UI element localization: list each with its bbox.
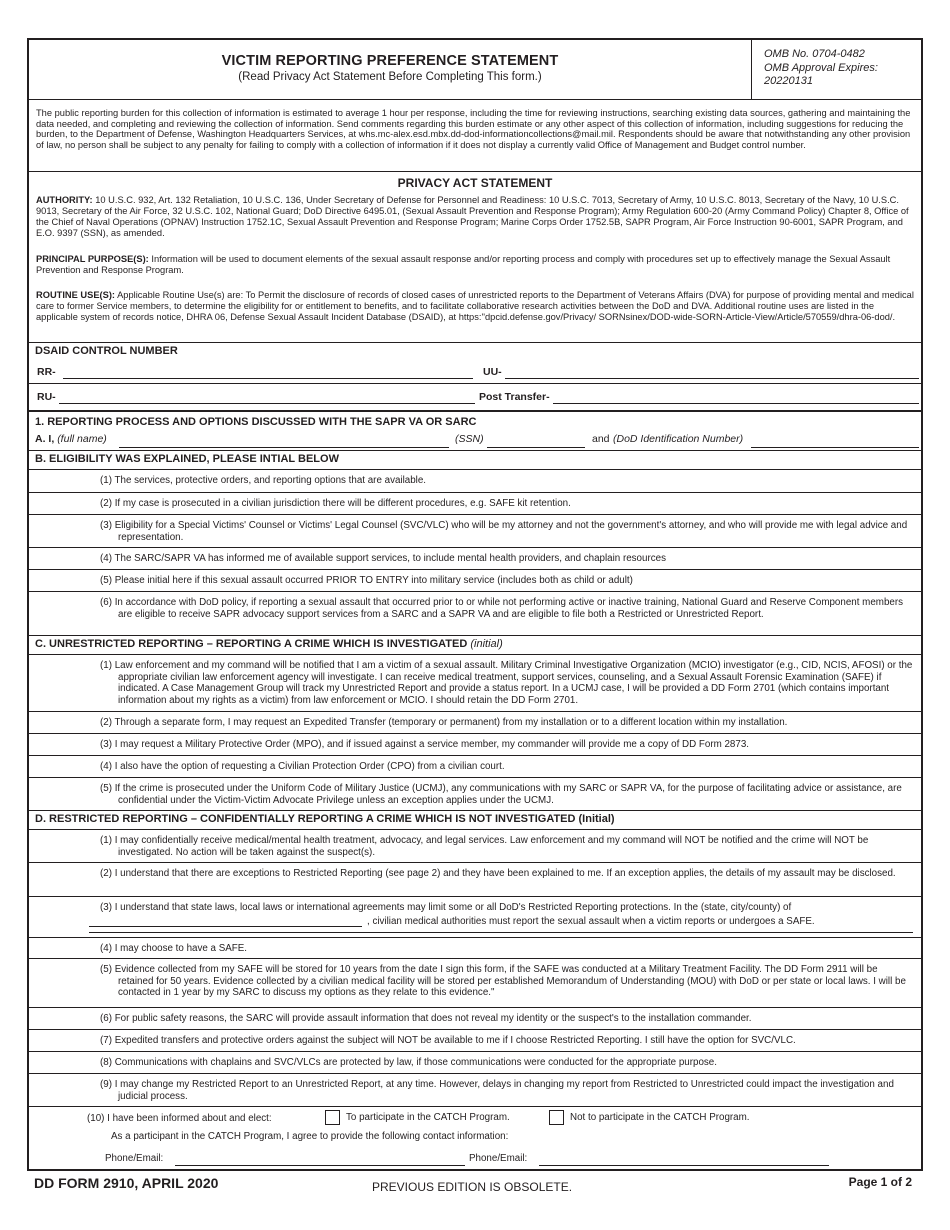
c-item-5-initial[interactable] [29, 778, 87, 810]
section-b-title: B. ELIGIBILITY WAS EXPLAINED, PLEASE INTIAL BELOW [29, 451, 921, 470]
omb-expires-label: OMB Approval Expires: [764, 61, 878, 74]
catch-decline-checkbox[interactable] [549, 1110, 564, 1125]
d-item-4: (4) I may choose to have a SAFE. [29, 937, 921, 959]
d-item-3-initial[interactable] [29, 897, 87, 937]
d-item-6: (6) For public safety reasons, the SARC will provide assault information that does not reveal my identity or the suspect's to the installation commander. [29, 1008, 921, 1030]
d-item-10-label: (10) I have been informed about and elect: [87, 1113, 272, 1124]
section-a-row [29, 431, 921, 451]
form-header [29, 40, 921, 100]
form-subtitle: (Read Privacy Act Statement Before Completing This form.) [238, 71, 542, 83]
form-footer [30, 1172, 920, 1202]
omb-number: OMB No. 0704-0482 [764, 48, 865, 60]
catch-participate-checkbox[interactable] [325, 1110, 340, 1125]
omb-box [751, 40, 921, 99]
d-item-4-initial[interactable] [29, 938, 87, 958]
section-c-note: (initial) [470, 638, 503, 650]
dod-id-input[interactable] [751, 447, 919, 448]
catch-participate-label: To participate in the CATCH Program. [346, 1112, 510, 1124]
obsolete-note: PREVIOUS EDITION IS OBSOLETE. [372, 1180, 573, 1194]
authority-text: 10 U.S.C. 932, Art. 132 Retaliation, 10 U.S.C. 136, Under Secretary of Defense for Personnel and Readiness: 10 U.S.C. 7013, Secretary of Army, 10 U.S.C. 8013, Secretary of the Navy, 10 U.S.C. 9013, Secretary of the Air Force, 32 U.S.C. 102, National Guard; DoD Directive 6495.01, (Sexual Assault Prevention and Response Program); Army Regulation 600-20 (Army Command Policy) Chapter 8, Office of the Chief of Naval Operations (OPNAV) Instruction 1752.1C, Sexual Assault Prevention and Response Program; Marine Corps Order 1752.5B, SAPR Program, Air Force Instruction 90-6001, SAPR Program, and E.O. 9397 (SSN), as amended. [36, 195, 909, 238]
b-item-6-initial[interactable] [29, 592, 87, 635]
ru-label: RU- [37, 391, 56, 403]
d-item-2: (2) I understand that there are exceptions to Restricted Reporting (see page 2) and they have been explained to me. If an exception applies, the details of my assault may be disclosed. [29, 863, 921, 897]
full-name-hint: (full name) [57, 433, 107, 445]
section-a-label: A. I, [35, 433, 55, 445]
uu-input[interactable] [505, 378, 919, 379]
b-item-5: (5) Please initial here if this sexual assault occurred PRIOR TO ENTRY into military service (includes both as child or adult) [29, 570, 921, 592]
d-item-8-initial[interactable] [29, 1052, 87, 1073]
catch-note: As a participant in the CATCH Program, I agree to provide the following contact information: [111, 1131, 509, 1142]
routine-use-label: ROUTINE USE(S): [36, 290, 116, 300]
d-item-1: (1) I may confidentially receive medical/mental health treatment, advocacy, and legal services. Law enforcement and my command will NOT be notified and the crime will NOT be investigated. No action will be taken against the suspect(s). [29, 830, 921, 863]
c-item-5: (5) If the crime is prosecuted under the Uniform Code of Military Justice (UCMJ), any communications with my SARC or SAPR VA, for the purpose of facilitating advice or assistance, are confidential under the Victim-Victim Advocate Privilege unless an exception applies under the UCMJ. [29, 778, 921, 811]
b-item-3: (3) Eligibility for a Special Victims' Counsel or Victims' Legal Counsel (SVC/VLC) who will be my attorney and not the government's attorney, and who will provide me with legal advice and representation. [29, 515, 921, 548]
b-item-1-initial[interactable] [29, 470, 87, 492]
d-item-10 [29, 1107, 921, 1171]
ru-input[interactable] [59, 403, 475, 404]
post-transfer-input[interactable] [553, 403, 919, 404]
full-name-input[interactable] [119, 447, 449, 448]
privacy-act-title: PRIVACY ACT STATEMENT [397, 176, 553, 190]
page-number: Page 1 of 2 [848, 1175, 912, 1189]
phone-email-label-1: Phone/Email: [105, 1153, 164, 1164]
c-item-3-initial[interactable] [29, 734, 87, 755]
dsaid-title: DSAID CONTROL NUMBER [35, 345, 178, 357]
d-item-3-continuation: , civilian medical authorities must report the sexual assault when a victim reports or undergoes a SAFE. [367, 916, 815, 927]
d-item-9: (9) I may change my Restricted Report to an Unrestricted Report, at any time. However, delays in changing my report from Restricted to Unrestricted could impact the investigation and judicial process. [29, 1074, 921, 1107]
authority-label: AUTHORITY: [36, 195, 93, 205]
b-item-4-initial[interactable] [29, 548, 87, 569]
d-item-6-initial[interactable] [29, 1008, 87, 1029]
routine-use-text: Applicable Routine Use(s) are: To Permit the disclosure of records of closed cases of unrestricted reports to the Department of Veterans Affairs (DVA) for purpose of providing mental and medical care to former Service members, to determine the eligibility for or entitlement to benefits, and to facilitate collaborative research activities between the DoD and DVA. Additional routine uses are listed in the applicable system of records notice, DHRA 06, Defense Sexual Assault Incident Database (DSAID), at https:''dpcid.defense.gov/Privacy/ SORNsinex/DOD-wide-SORN-Article-View/Article/570559/dhra-06-dod/. [36, 290, 914, 322]
purpose-paragraph [29, 252, 921, 288]
ssn-hint: (SSN) [455, 433, 484, 445]
c-item-4: (4) I also have the option of requesting a Civilian Protection Order (CPO) from a civilian court. [29, 756, 921, 778]
dod-id-hint: (DoD Identification Number) [613, 433, 744, 445]
section-d-title: D. RESTRICTED REPORTING – CONFIDENTIALLY REPORTING A CRIME WHICH IS NOT INVESTIGATED (Initial) [29, 811, 921, 830]
d-item-3: (3) I understand that state laws, local laws or international agreements may limit some or all DoD's Restricted Reporting protections. In the (state, city/county) of , civilian medical authorities must report the sexual assault when a victim reports or undergoes a SAFE. [29, 897, 921, 937]
c-item-2-initial[interactable] [29, 712, 87, 733]
d-item-5: (5) Evidence collected from my SAFE will be stored for 10 years from the date I sign this form, if the SAFE was conducted at a Military Treatment Facility. The DD Form 2911 will be retained for 50 years. Evidence collected by a civilian medical facility will be stored per established Memorandum of Understanding (MOU) with DoD or per state or local laws. I will be contacted in 1 year by my SARC to discuss my options as they relate to this evidence." [29, 959, 921, 1008]
phone-email-input-2[interactable] [539, 1165, 829, 1166]
dsaid-title-row [29, 343, 921, 361]
b-item-2: (2) If my case is prosecuted in a civilian jurisdiction there will be different procedures, e.g. SAFE kit retention. [29, 493, 921, 515]
dsaid-row-1 [29, 361, 921, 384]
d-item-9-initial[interactable] [29, 1074, 87, 1106]
purpose-label: PRINCIPAL PURPOSE(S): [36, 254, 149, 264]
and-label: and [592, 433, 610, 445]
b-item-2-initial[interactable] [29, 493, 87, 514]
c-item-1-initial[interactable] [29, 655, 87, 711]
routine-use-paragraph [29, 288, 921, 343]
d-item-1-initial[interactable] [29, 830, 87, 862]
c-item-3: (3) I may request a Military Protective Order (MPO), and if issued against a service member, my commander will provide me a copy of DD Form 2873. [29, 734, 921, 756]
c-item-1: (1) Law enforcement and my command will be notified that I am a victim of a sexual assault. Military Criminal Investigative Organization (MCIO) investigator (e.g., CID, NCIS, AFOSI) or the appropriate civilian law enforcement agency will investigate. I can receive medical treatment, support services, counseling, and a Sexual Assault Forensic Examination (SAFE) if indicated. A Case Management Group will track my Unrestricted Report and provide a status report. In a UCMJ case, I will be provided a DD Form 2701 (which contains important information about my rights as a victim) from law enforcement or MCIO. I should retain the DD Form 2701. [29, 655, 921, 712]
d-item-2-initial[interactable] [29, 863, 87, 896]
d-item-7-initial[interactable] [29, 1030, 87, 1051]
rr-label: RR- [37, 366, 56, 378]
dsaid-row-2 [29, 388, 921, 411]
phone-email-input-1[interactable] [175, 1165, 465, 1166]
form-page [27, 38, 923, 1171]
section-1-title: 1. REPORTING PROCESS AND OPTIONS DISCUSSED WITH THE SAPR VA OR SARC [29, 411, 921, 431]
c-item-2: (2) Through a separate form, I may request an Expedited Transfer (temporary or permanent) from my installation or to a different location within my installation. [29, 712, 921, 734]
state-city-input[interactable] [89, 926, 362, 927]
rr-input[interactable] [63, 378, 473, 379]
b-item-5-initial[interactable] [29, 570, 87, 591]
burden-statement: The public reporting burden for this collection of information is estimated to average 1 hour per response, including the time for reviewing instructions, searching existing data sources, gathering and maintaining the data needed, and completing and reviewing the collection of information. Send comments regarding this burden estimate or any other aspect of this collection of information, including suggestions for reducing the burden, to the Department of Defense, Washington Headquarters Services, at whs.mc-alex.esd.mbx.dd-dod-informationcollections@mail.mil. Respondents should be aware that notwithstanding any other provision of law, no person shall be subject to any penalty for failing to comply with a collection of information if it does not display a currently valid Office of Management and Budget control number. [29, 100, 921, 172]
d-item-7: (7) Expedited transfers and protective orders against the subject will NOT be available to me if I choose Restricted Reporting. I still have the option for SVC/VLC. [29, 1030, 921, 1052]
omb-expires-date: 20220131 [764, 75, 813, 87]
section-c-title: C. UNRESTRICTED REPORTING – REPORTING A CRIME WHICH IS INVESTIGATED (initial) [29, 636, 921, 655]
b-item-4: (4) The SARC/SAPR VA has informed me of available support services, to include mental health providers, and chaplain resources [29, 548, 921, 570]
catch-decline-label: Not to participate in the CATCH Program. [570, 1112, 750, 1124]
d-item-8: (8) Communications with chaplains and SVC/VLCs are protected by law, if those communications were conducted for the appropriate purpose. [29, 1052, 921, 1074]
form-number: DD FORM 2910, APRIL 2020 [34, 1175, 219, 1191]
phone-email-label-2: Phone/Email: [469, 1153, 528, 1164]
b-item-6: (6) In accordance with DoD policy, if reporting a sexual assault that occurred prior to or while not performing active or inactive training, National Guard and Reserve Component members are eligible to receive SAPR advocacy support services from a SARC and a SAPR VA and are eligible to file both a Restricted or Unrestricted Report. [29, 592, 921, 636]
purpose-text: Information will be used to document elements of the sexual assault response and/or reporting process and comply with procedures set up to effectively manage the Sexual Assault Prevention and Response Program. [36, 254, 891, 275]
uu-label: UU- [483, 366, 502, 378]
form-title: VICTIM REPORTING PREFERENCE STATEMENT [221, 53, 559, 69]
authority-paragraph [29, 192, 921, 252]
b-item-3-initial[interactable] [29, 515, 87, 547]
b-item-1: (1) The services, protective orders, and reporting options that are available. [29, 470, 921, 493]
post-transfer-label: Post Transfer- [479, 391, 550, 403]
c-item-4-initial[interactable] [29, 756, 87, 777]
d-item-5-initial[interactable] [29, 959, 87, 1007]
ssn-input[interactable] [487, 447, 585, 448]
